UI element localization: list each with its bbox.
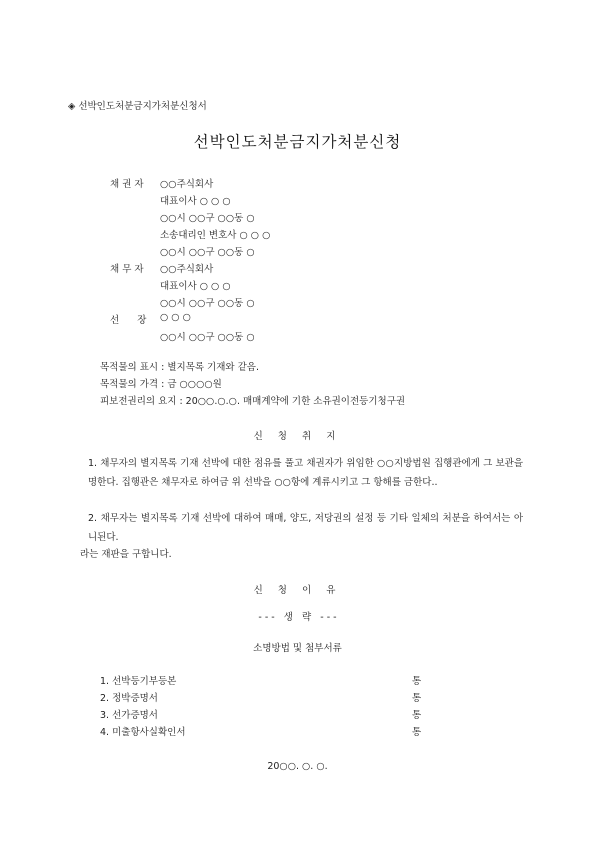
- captain-name: ○ ○ ○: [160, 312, 191, 323]
- purpose-heading: 신 청 취 지: [253, 431, 342, 442]
- creditor-attorney: 소송대리인 변호사 ○ ○ ○: [160, 230, 271, 241]
- evidence-item: [100, 673, 440, 687]
- creditor-label: 채 권 자: [110, 179, 144, 190]
- evidence-item-mark: 통: [412, 676, 422, 687]
- subject-right: 피보전권리의 요지 : 20○○.○.○. 매매계약에 기한 소유권이전등기청구권: [100, 396, 406, 407]
- creditor-representative: 대표이사 ○ ○ ○: [160, 196, 231, 207]
- purpose-closing: 라는 재판을 구합니다.: [80, 549, 172, 560]
- reason-heading: 신 청 이 유: [253, 585, 342, 596]
- purpose-item-2-text: 2. 채무자는 별지목록 기재 선박에 대하여 매매, 양도, 저당권의 설정 등 기타 일체의 처분을 하여서는 아니된다.: [88, 513, 523, 543]
- purpose-item-1: [88, 455, 523, 492]
- debtor-address: ○○시 ○○구 ○○동 ○: [160, 298, 255, 309]
- evidence-item-mark: 통: [412, 710, 422, 721]
- evidence-item-mark: 통: [412, 727, 422, 738]
- debtor-representative: 대표이사 ○ ○ ○: [160, 281, 231, 292]
- purpose-item-1-text: 1. 채무자의 별지목록 기재 선박에 대한 점유를 풀고 채권자가 위임한 ○○지방법원 집행관에게 그 보관을 명한다. 집행관은 채무자로 하여금 위 선박을 ○○항에 계류시키고 그 항해를 금한다..: [88, 458, 523, 488]
- creditor-attorney-address: ○○시 ○○구 ○○동 ○: [160, 247, 255, 258]
- creditor-address: ○○시 ○○구 ○○동 ○: [160, 213, 255, 224]
- creditor-company: ○○주식회사: [160, 179, 214, 190]
- evidence-heading: 소명방법 및 첨부서류: [253, 643, 342, 654]
- purpose-item-2: [88, 510, 523, 547]
- evidence-item-label: 1. 선박등기부등본: [100, 676, 177, 687]
- evidence-item: [100, 690, 440, 704]
- evidence-item-label: 3. 선가증명서: [100, 710, 158, 721]
- captain-address: ○○시 ○○구 ○○동 ○: [160, 332, 255, 343]
- debtor-label: 채 무 자: [110, 264, 144, 275]
- evidence-item-label: 4. 미출항사실확인서: [100, 727, 186, 738]
- reason-body: - - - 생 략 - - -: [258, 612, 337, 623]
- document-title: 선박인도처분금지가처분신청: [193, 133, 402, 151]
- document-date: 20○○. ○. ○.: [267, 761, 328, 772]
- evidence-item-label: 2. 정박증명서: [100, 693, 158, 704]
- evidence-item: [100, 724, 440, 738]
- captain-label: 선 장: [110, 315, 147, 326]
- evidence-item-mark: 통: [412, 693, 422, 704]
- document-header: ◈ 선박인도처분금지가처분신청서: [68, 101, 207, 112]
- subject-value: 목적물의 가격 : 금 ○○○○원: [100, 379, 222, 390]
- evidence-item: [100, 707, 440, 721]
- debtor-company: ○○주식회사: [160, 264, 214, 275]
- subject-display: 목적물의 표시 : 별지목록 기재와 같음.: [100, 362, 259, 373]
